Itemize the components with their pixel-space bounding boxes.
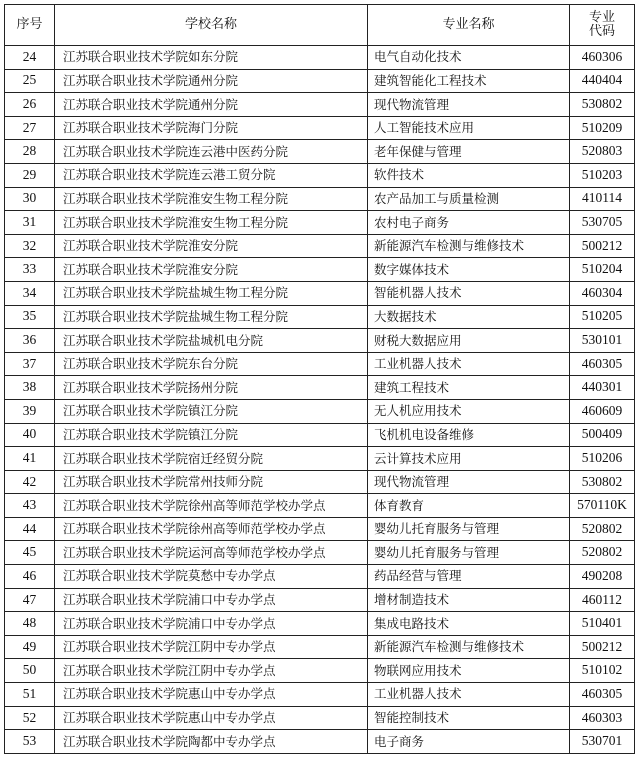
cell-school: 江苏联合职业技术学院连云港工贸分院 xyxy=(55,163,368,187)
cell-major: 无人机应用技术 xyxy=(368,399,570,423)
table-row xyxy=(5,423,635,447)
cell-major: 人工智能技术应用 xyxy=(368,116,570,140)
cell-school: 江苏联合职业技术学院徐州高等师范学校办学点 xyxy=(55,494,368,518)
table-row xyxy=(5,399,635,423)
cell-seq: 30 xyxy=(5,187,55,211)
table-row xyxy=(5,447,635,471)
table-row xyxy=(5,541,635,565)
table-row xyxy=(5,187,635,211)
cell-major: 农产品加工与质量检测 xyxy=(368,187,570,211)
cell-code: 530701 xyxy=(570,730,635,754)
table-row xyxy=(5,116,635,140)
cell-code: 520802 xyxy=(570,541,635,565)
cell-major: 药品经营与管理 xyxy=(368,565,570,589)
cell-code: 500409 xyxy=(570,423,635,447)
cell-code: 570110K xyxy=(570,494,635,518)
cell-seq: 50 xyxy=(5,659,55,683)
cell-major: 建筑工程技术 xyxy=(368,376,570,400)
cell-major: 大数据技术 xyxy=(368,305,570,329)
cell-seq: 34 xyxy=(5,281,55,305)
cell-seq: 26 xyxy=(5,93,55,117)
cell-seq: 47 xyxy=(5,588,55,612)
cell-major: 飞机机电设备维修 xyxy=(368,423,570,447)
cell-major: 增材制造技术 xyxy=(368,588,570,612)
table-row xyxy=(5,565,635,589)
cell-seq: 52 xyxy=(5,706,55,730)
cell-seq: 48 xyxy=(5,612,55,636)
cell-major: 农村电子商务 xyxy=(368,211,570,235)
cell-seq: 25 xyxy=(5,69,55,93)
cell-major: 软件技术 xyxy=(368,163,570,187)
cell-seq: 37 xyxy=(5,352,55,376)
cell-school: 江苏联合职业技术学院扬州分院 xyxy=(55,376,368,400)
table-row xyxy=(5,517,635,541)
cell-school: 江苏联合职业技术学院浦口中专办学点 xyxy=(55,612,368,636)
table-row xyxy=(5,612,635,636)
table-row xyxy=(5,470,635,494)
cell-school: 江苏联合职业技术学院惠山中专办学点 xyxy=(55,706,368,730)
header-code-line1: 专业 xyxy=(588,9,615,25)
table-row xyxy=(5,683,635,707)
cell-code: 530802 xyxy=(570,93,635,117)
table-row xyxy=(5,494,635,518)
cell-seq: 33 xyxy=(5,258,55,282)
cell-major: 集成电路技术 xyxy=(368,612,570,636)
cell-seq: 44 xyxy=(5,517,55,541)
cell-seq: 49 xyxy=(5,635,55,659)
table-row xyxy=(5,730,635,754)
cell-code: 510203 xyxy=(570,163,635,187)
cell-major: 数字媒体技术 xyxy=(368,258,570,282)
table-row xyxy=(5,706,635,730)
cell-major: 老年保健与管理 xyxy=(368,140,570,164)
table-row xyxy=(5,659,635,683)
table-row xyxy=(5,211,635,235)
cell-major: 云计算技术应用 xyxy=(368,447,570,471)
cell-school: 江苏联合职业技术学院常州技师分院 xyxy=(55,470,368,494)
cell-seq: 43 xyxy=(5,494,55,518)
cell-seq: 28 xyxy=(5,140,55,164)
cell-code: 520802 xyxy=(570,517,635,541)
table-row xyxy=(5,376,635,400)
cell-major: 电气自动化技术 xyxy=(368,46,570,70)
cell-school: 江苏联合职业技术学院徐州高等师范学校办学点 xyxy=(55,517,368,541)
cell-school: 江苏联合职业技术学院通州分院 xyxy=(55,93,368,117)
cell-major: 新能源汽车检测与维修技术 xyxy=(368,635,570,659)
table-row xyxy=(5,329,635,353)
cell-school: 江苏联合职业技术学院东台分院 xyxy=(55,352,368,376)
cell-code: 530705 xyxy=(570,211,635,235)
cell-school: 江苏联合职业技术学院盐城生物工程分院 xyxy=(55,305,368,329)
cell-code: 460112 xyxy=(570,588,635,612)
cell-code: 520803 xyxy=(570,140,635,164)
cell-seq: 45 xyxy=(5,541,55,565)
cell-seq: 27 xyxy=(5,116,55,140)
cell-code: 440404 xyxy=(570,69,635,93)
cell-code: 510206 xyxy=(570,447,635,471)
cell-code: 510401 xyxy=(570,612,635,636)
cell-code: 490208 xyxy=(570,565,635,589)
table-body xyxy=(5,46,635,754)
cell-code: 500212 xyxy=(570,635,635,659)
table-row xyxy=(5,588,635,612)
cell-school: 江苏联合职业技术学院惠山中专办学点 xyxy=(55,683,368,707)
cell-seq: 42 xyxy=(5,470,55,494)
table-row xyxy=(5,305,635,329)
cell-seq: 53 xyxy=(5,730,55,754)
cell-seq: 40 xyxy=(5,423,55,447)
table-row xyxy=(5,140,635,164)
cell-code: 460306 xyxy=(570,46,635,70)
cell-code: 510209 xyxy=(570,116,635,140)
cell-major: 新能源汽车检测与维修技术 xyxy=(368,234,570,258)
cell-school: 江苏联合职业技术学院淮安分院 xyxy=(55,234,368,258)
cell-major: 智能控制技术 xyxy=(368,706,570,730)
cell-seq: 31 xyxy=(5,211,55,235)
cell-seq: 51 xyxy=(5,683,55,707)
cell-school: 江苏联合职业技术学院盐城生物工程分院 xyxy=(55,281,368,305)
cell-school: 江苏联合职业技术学院江阴中专办学点 xyxy=(55,659,368,683)
cell-code: 460609 xyxy=(570,399,635,423)
table-row xyxy=(5,281,635,305)
cell-seq: 36 xyxy=(5,329,55,353)
cell-major: 婴幼儿托育服务与管理 xyxy=(368,541,570,565)
cell-school: 江苏联合职业技术学院宿迁经贸分院 xyxy=(55,447,368,471)
cell-school: 江苏联合职业技术学院淮安分院 xyxy=(55,258,368,282)
cell-code: 500212 xyxy=(570,234,635,258)
cell-code: 510102 xyxy=(570,659,635,683)
header-school: 学校名称 xyxy=(55,5,368,46)
cell-seq: 41 xyxy=(5,447,55,471)
header-major: 专业名称 xyxy=(368,5,570,46)
table-row xyxy=(5,46,635,70)
cell-school: 江苏联合职业技术学院镇江分院 xyxy=(55,399,368,423)
cell-school: 江苏联合职业技术学院盐城机电分院 xyxy=(55,329,368,353)
cell-seq: 38 xyxy=(5,376,55,400)
cell-code: 460305 xyxy=(570,352,635,376)
table-row xyxy=(5,93,635,117)
cell-seq: 32 xyxy=(5,234,55,258)
header-seq: 序号 xyxy=(5,5,55,46)
table-row xyxy=(5,163,635,187)
header-code xyxy=(570,5,635,46)
cell-seq: 46 xyxy=(5,565,55,589)
cell-code: 410114 xyxy=(570,187,635,211)
cell-code: 530802 xyxy=(570,470,635,494)
cell-seq: 29 xyxy=(5,163,55,187)
cell-code: 460305 xyxy=(570,683,635,707)
cell-major: 婴幼儿托育服务与管理 xyxy=(368,517,570,541)
cell-major: 工业机器人技术 xyxy=(368,352,570,376)
cell-school: 江苏联合职业技术学院通州分院 xyxy=(55,69,368,93)
cell-code: 510204 xyxy=(570,258,635,282)
table-row xyxy=(5,352,635,376)
cell-school: 江苏联合职业技术学院江阴中专办学点 xyxy=(55,635,368,659)
cell-code: 460304 xyxy=(570,281,635,305)
cell-school: 江苏联合职业技术学院莫愁中专办学点 xyxy=(55,565,368,589)
table-row xyxy=(5,258,635,282)
cell-major: 财税大数据应用 xyxy=(368,329,570,353)
cell-seq: 24 xyxy=(5,46,55,70)
cell-code: 440301 xyxy=(570,376,635,400)
cell-school: 江苏联合职业技术学院浦口中专办学点 xyxy=(55,588,368,612)
table-row xyxy=(5,234,635,258)
cell-major: 现代物流管理 xyxy=(368,470,570,494)
cell-school: 江苏联合职业技术学院海门分院 xyxy=(55,116,368,140)
table-row xyxy=(5,69,635,93)
cell-seq: 39 xyxy=(5,399,55,423)
cell-school: 江苏联合职业技术学院镇江分院 xyxy=(55,423,368,447)
cell-school: 江苏联合职业技术学院淮安生物工程分院 xyxy=(55,211,368,235)
cell-seq: 35 xyxy=(5,305,55,329)
cell-code: 460303 xyxy=(570,706,635,730)
header-row xyxy=(5,5,635,46)
cell-major: 现代物流管理 xyxy=(368,93,570,117)
cell-school: 江苏联合职业技术学院淮安生物工程分院 xyxy=(55,187,368,211)
cell-code: 510205 xyxy=(570,305,635,329)
cell-major: 电子商务 xyxy=(368,730,570,754)
cell-school: 江苏联合职业技术学院陶都中专办学点 xyxy=(55,730,368,754)
majors-table xyxy=(4,4,635,754)
cell-major: 智能机器人技术 xyxy=(368,281,570,305)
cell-school: 江苏联合职业技术学院连云港中医药分院 xyxy=(55,140,368,164)
cell-major: 体育教育 xyxy=(368,494,570,518)
cell-code: 530101 xyxy=(570,329,635,353)
cell-school: 江苏联合职业技术学院运河高等师范学校办学点 xyxy=(55,541,368,565)
table-row xyxy=(5,635,635,659)
cell-school: 江苏联合职业技术学院如东分院 xyxy=(55,46,368,70)
cell-major: 工业机器人技术 xyxy=(368,683,570,707)
cell-major: 建筑智能化工程技术 xyxy=(368,69,570,93)
header-code-line2: 代码 xyxy=(588,24,615,39)
cell-major: 物联网应用技术 xyxy=(368,659,570,683)
